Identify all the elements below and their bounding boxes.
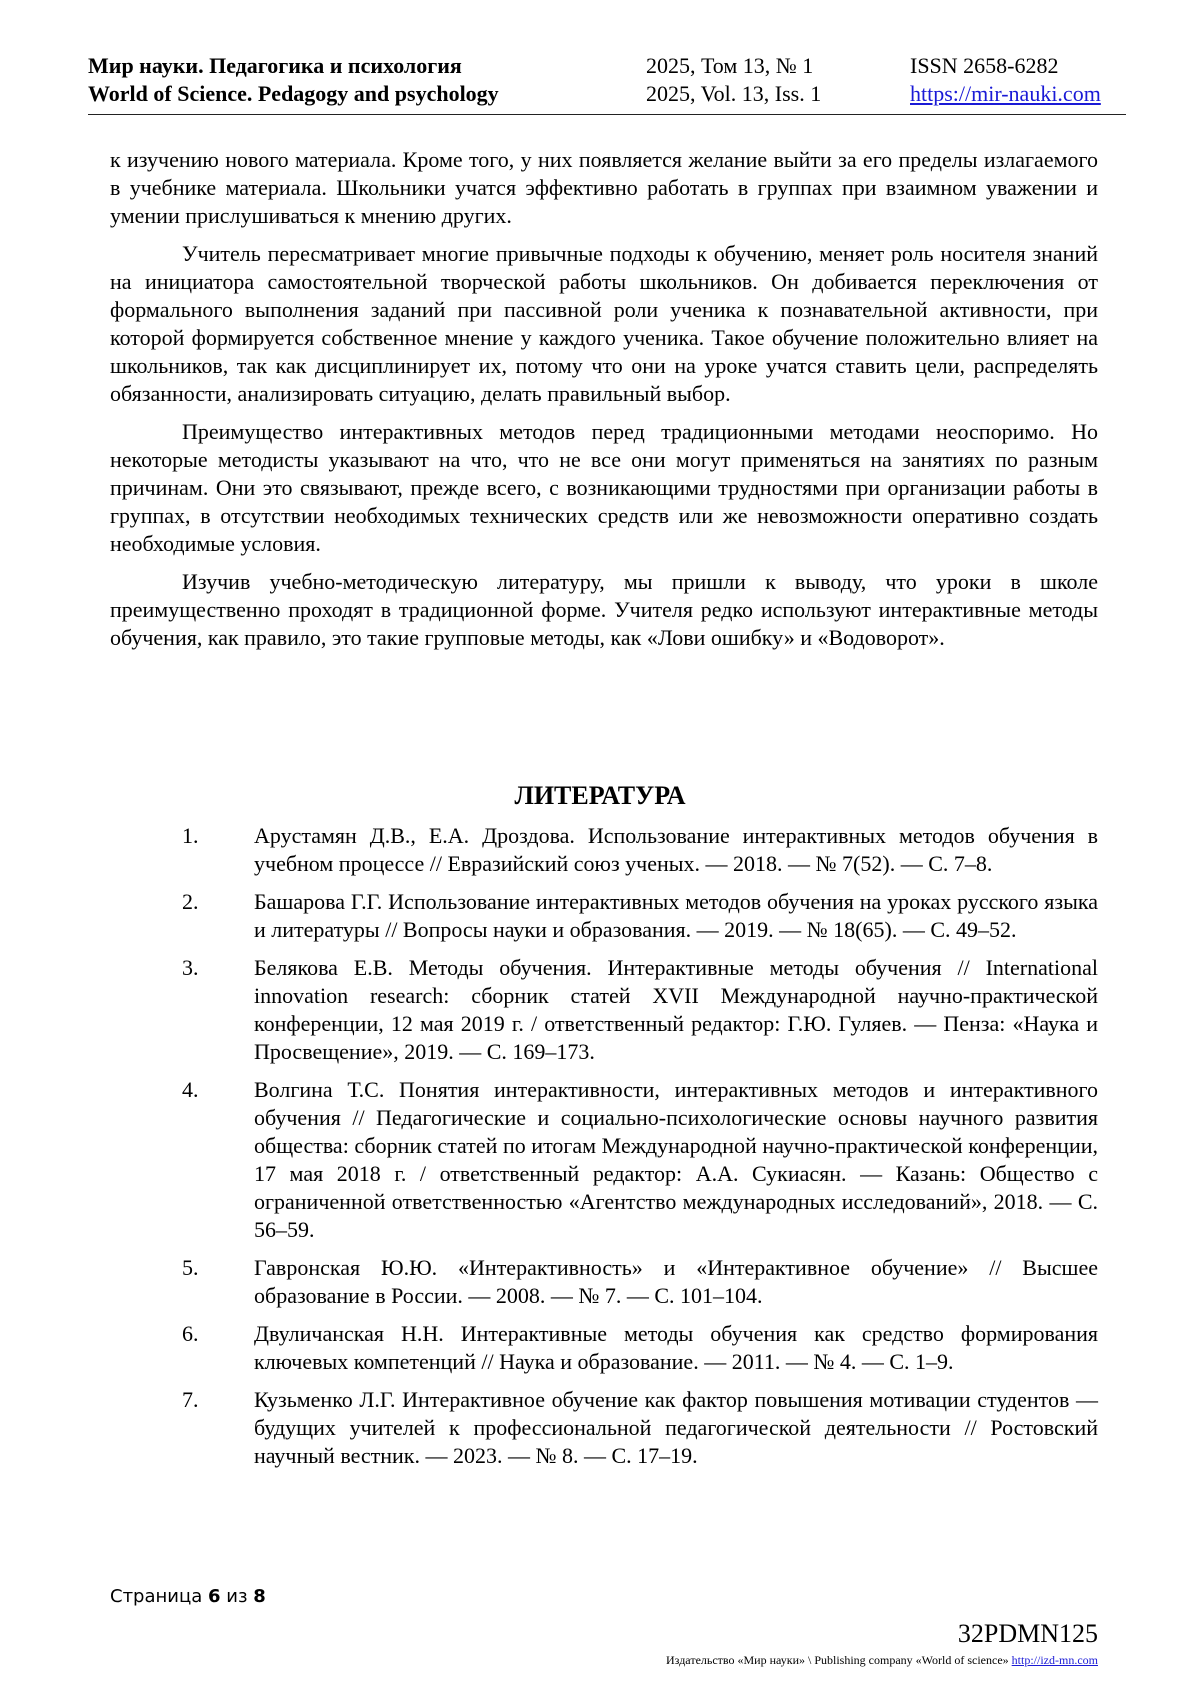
issn: ISSN 2658-6282	[910, 53, 1059, 78]
journal-title-block	[88, 52, 499, 108]
journal-header	[88, 52, 1126, 115]
references-list	[182, 822, 1098, 1480]
reference-text: Двуличанская Н.Н. Интерактивные методы обучения как средство формирования ключевых компетенций // Наука и образование. — 2011. — № 4. — С. 1–9.	[254, 1321, 1098, 1374]
journal-url-link[interactable]: https://mir-nauki.com	[910, 81, 1101, 106]
reference-item	[182, 1076, 1098, 1244]
reference-item	[182, 1254, 1098, 1310]
body-paragraph-3: Преимущество интерактивных методов перед традиционными методами неоспоримо. Но некоторые методисты указывают на что, что не все они могут применяться на занятиях по разным причинам. Они это связывают, прежде всего, с возникающими трудностями при организации работы в группах, в отсутствии необходимых технических средств или же невозможности оперативно создать необходимые условия.	[110, 419, 1098, 556]
publisher-line	[666, 1652, 1098, 1668]
reference-item	[182, 822, 1098, 878]
reference-number: 3.	[182, 955, 199, 980]
page-counter	[110, 1586, 266, 1608]
reference-number: 7.	[182, 1387, 199, 1412]
journal-title-en: World of Science. Pedagogy and psychology	[88, 81, 499, 106]
issn-block	[910, 52, 1101, 108]
references-heading: ЛИТЕРАТУРА	[514, 781, 686, 810]
page-prefix: Страница	[110, 1586, 203, 1607]
reference-text: Башарова Г.Г. Использование интерактивных методов обучения на уроках русского языка и литературы // Вопросы науки и образования. — 2019. — № 18(65). — С. 49–52.	[254, 889, 1098, 942]
reference-number: 4.	[182, 1077, 199, 1102]
reference-item	[182, 1320, 1098, 1376]
reference-text: Белякова Е.В. Методы обучения. Интерактивные методы обучения // International innovation research: сборник статей XVII Международной научно-практической конференции, 12 мая 2019 г. / ответственный редактор: Г.Ю. Гуляев. — Пенза: «Наука и Просвещение», 2019. — С. 169–173.	[254, 955, 1098, 1064]
reference-number: 2.	[182, 889, 199, 914]
body-paragraph-1: к изучению нового материала. Кроме того, у них появляется желание выйти за его пределы излагаемого в учебнике материала. Школьники учатся эффективно работать в группах при взаимном уважении и умении прислушиваться к мнению других.	[110, 147, 1098, 228]
volume-block	[646, 52, 821, 108]
reference-item	[182, 1386, 1098, 1470]
reference-item	[182, 954, 1098, 1066]
publisher-text: Издательство «Мир науки» \ Publishing company «World of science»	[666, 1653, 1009, 1667]
journal-title-ru: Мир науки. Педагогика и психология	[88, 53, 462, 78]
body-paragraph-2: Учитель пересматривает многие привычные подходы к обучению, меняет роль носителя знаний на инициатора самостоятельной творческой работы школьников. Он добивается переключения от формального выполнения заданий при пассивной роли ученика к познавательной активности, при которой формируется собственное мнение у каждого ученика. Такое обучение положительно влияет на школьников, так как дисциплинирует их, потому что они на уроке учатся ставить цели, распределять обязанности, анализировать ситуацию, делать правильный выбор.	[110, 241, 1098, 406]
reference-text: Арустамян Д.В., Е.А. Дроздова. Использование интерактивных методов обучения в учебном процессе // Евразийский союз ученых. — 2018. — № 7(52). — С. 7–8.	[254, 823, 1098, 876]
reference-number: 1.	[182, 823, 199, 848]
article-code: 32PDMN125	[957, 1619, 1098, 1648]
page-current: 6	[208, 1586, 221, 1607]
page-of: из	[226, 1586, 248, 1607]
page-total: 8	[253, 1586, 266, 1607]
reference-text: Гавронская Ю.Ю. «Интерактивность» и «Интерактивное обучение» // Высшее образование в России. — 2008. — № 7. — С. 101–104.	[254, 1255, 1098, 1308]
reference-text: Волгина Т.С. Понятия интерактивности, интерактивных методов и интерактивного обучения // Педагогические и социально-психологические основы научного развития общества: сборник статей по итогам Международной научно-практической конференции, 17 мая 2018 г. / ответственный редактор: А.А. Сукиасян. — Казань: Общество с ограниченной ответственностью «Агентство международных исследований», 2018. — С. 56–59.	[254, 1077, 1098, 1242]
reference-number: 6.	[182, 1321, 199, 1346]
publisher-url-link[interactable]: http://izd-mn.com	[1011, 1653, 1098, 1667]
body-paragraph-4: Изучив учебно-методическую литературу, мы пришли к выводу, что уроки в школе преимущественно проходят в традиционной форме. Учителя редко используют интерактивные методы обучения, как правило, это такие групповые методы, как «Лови ошибку» и «Водоворот».	[110, 569, 1098, 650]
reference-number: 5.	[182, 1255, 199, 1280]
volume-en: 2025, Vol. 13, Iss. 1	[646, 81, 822, 106]
article-body	[110, 146, 1098, 662]
volume-ru: 2025, Том 13, № 1	[646, 53, 814, 78]
reference-text: Кузьменко Л.Г. Интерактивное обучение как фактор повышения мотивации студентов — будущих учителей к профессиональной педагогической деятельности // Ростовский научный вестник. — 2023. — № 8. — С. 17–19.	[254, 1387, 1098, 1468]
reference-item	[182, 888, 1098, 944]
